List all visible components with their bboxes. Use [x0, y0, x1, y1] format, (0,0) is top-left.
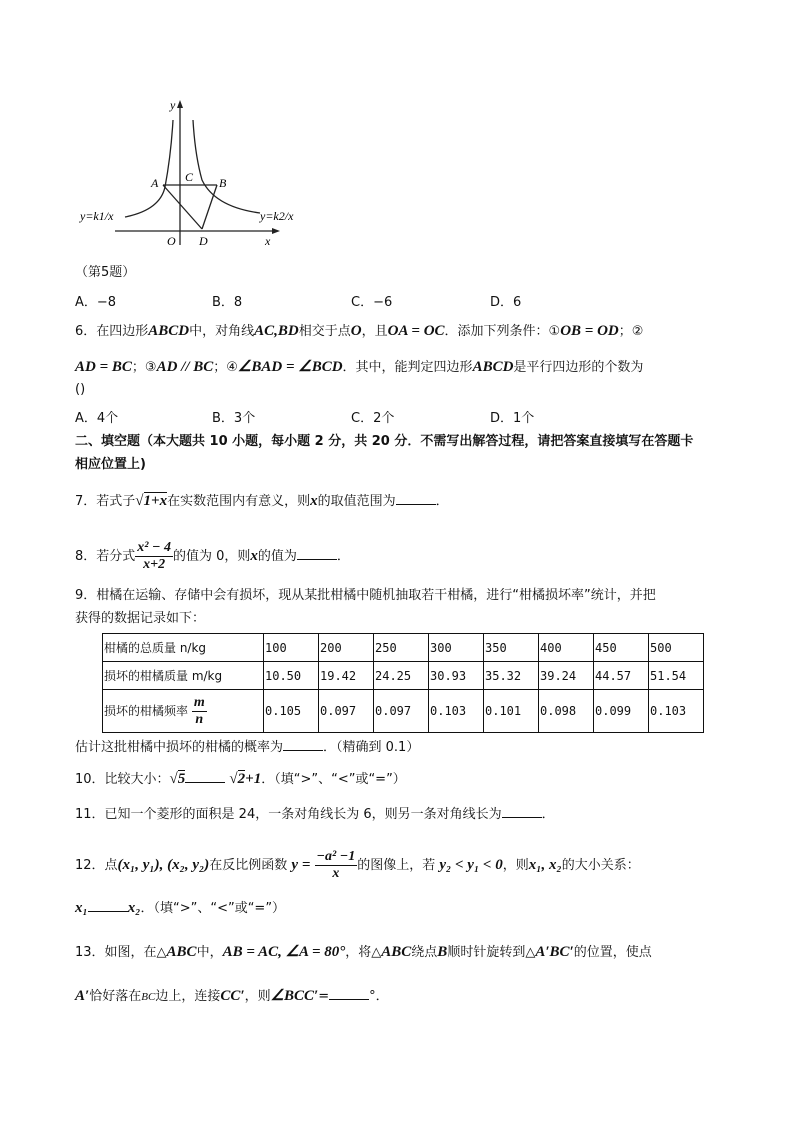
- q11: [75, 805, 555, 824]
- text: 10．比较大小：: [75, 772, 170, 787]
- cell: 0.103: [429, 690, 484, 733]
- text: ，且: [361, 324, 388, 339]
- cell: 500: [649, 634, 704, 662]
- cell: 19.42: [319, 662, 374, 690]
- text: 11．已知一个菱形的面积是 24，一条对角线长为 6，则另一条对角线长为: [75, 807, 502, 822]
- text: ；②: [618, 324, 644, 339]
- q9-estimate: [75, 738, 419, 757]
- text: 的位置，使点: [573, 945, 652, 960]
- right-curve-label: y=k2/x: [260, 209, 294, 223]
- cell: 35.32: [484, 662, 539, 690]
- text: 的取值范围为: [317, 494, 396, 509]
- table-row: [103, 690, 704, 733]
- radicand: 2: [237, 771, 246, 787]
- cell: 100: [264, 634, 319, 662]
- text: °．: [369, 989, 389, 1004]
- cell: 30.93: [429, 662, 484, 690]
- text: 8．若分式: [75, 549, 136, 564]
- text: 在反比例函数: [209, 858, 288, 873]
- q5-option-b: B．8: [212, 295, 243, 310]
- text: ．: [336, 549, 350, 564]
- text: 的大小关系：: [561, 858, 640, 873]
- cell: 0.097: [374, 690, 429, 733]
- q7: [75, 492, 449, 511]
- q9-line2: 获得的数据记录如下：: [75, 611, 206, 626]
- cell: 44.57: [594, 662, 649, 690]
- text: ．添加下列条件：①: [444, 324, 561, 339]
- q5-caption: （第5题）: [75, 265, 136, 280]
- q13-line2: [75, 987, 389, 1006]
- x-axis-label: x: [265, 234, 271, 248]
- math: BC: [141, 991, 156, 1003]
- cell: 450: [594, 634, 649, 662]
- row-header: [103, 690, 264, 733]
- math: x₂: [127, 900, 141, 916]
- text: ．（填“>”、“<”或“=”）: [261, 772, 406, 787]
- answer-blank: [297, 547, 337, 560]
- cell: 0.098: [539, 690, 594, 733]
- q9-line1: 9．柑橘在运输、存储中会有损坏，现从某批柑橘中随机抽取若干柑橘，进行“柑橘损坏率”统计，并把: [75, 588, 656, 603]
- cell: 250: [374, 634, 429, 662]
- point-d: D: [199, 234, 208, 248]
- sqrt-expression: √1+x: [135, 493, 168, 509]
- math: ABCD: [148, 323, 190, 339]
- point-a: A: [151, 176, 159, 190]
- text: 是平行四边形的个数为: [513, 360, 644, 375]
- fraction: [315, 849, 358, 882]
- numerator: m: [193, 694, 205, 710]
- cell: 300: [429, 634, 484, 662]
- q12-line2: [75, 899, 285, 918]
- denominator: x+2: [143, 557, 166, 572]
- text: ．（精确到 0.1）: [323, 740, 420, 755]
- math: ABC: [381, 944, 412, 960]
- text: ．（填“>”、“<”或“=”）: [140, 901, 286, 916]
- text: 7．若式子: [75, 494, 136, 509]
- math: ABCD: [472, 359, 514, 375]
- math: AD // BC: [156, 359, 214, 375]
- text: ，将△: [345, 945, 382, 960]
- text: 恰好落在: [89, 989, 142, 1004]
- text: 边上，连接: [155, 989, 221, 1004]
- row-label: 损坏的柑橘频率: [104, 703, 189, 718]
- text: 在实数范围内有意义，则: [167, 494, 311, 509]
- section2-heading: 二、填空题（本大题共 10 小题，每小题 2 分，共 20 分．不需写出解答过程，请把答案直接填写在答题卡: [75, 434, 694, 449]
- fraction: [135, 540, 173, 573]
- q6-paren: (): [75, 382, 86, 397]
- left-curve-label: y=k1/x: [80, 209, 114, 223]
- text: 的值为: [257, 549, 297, 564]
- point-b: B: [219, 176, 227, 190]
- math: x: [250, 548, 258, 564]
- fraction: [192, 695, 207, 728]
- cell: 200: [319, 634, 374, 662]
- text: ，则: [502, 858, 529, 873]
- q6-option-b: B．3个: [212, 411, 256, 426]
- text: ；③: [131, 360, 157, 375]
- math: AD = BC: [75, 359, 132, 375]
- math: OB = OD: [560, 323, 619, 339]
- text: 顺时针旋转到△: [447, 945, 536, 960]
- math: ∠BCC′: [270, 988, 319, 1004]
- answer-blank: [502, 805, 542, 818]
- section2-heading-cont: 相应位置上): [75, 457, 146, 472]
- q6-option-c: C．2个: [351, 411, 395, 426]
- cell: 400: [539, 634, 594, 662]
- q5-figure: [75, 95, 310, 250]
- text: 中，: [196, 945, 223, 960]
- denominator: n: [195, 711, 204, 727]
- text: 相交于点: [298, 324, 351, 339]
- answer-blank: [329, 987, 369, 1000]
- math: AC,BD: [254, 323, 299, 339]
- text: ．其中，能判定四边形: [342, 360, 473, 375]
- text: 中，对角线: [189, 324, 255, 339]
- row-header: 损坏的柑橘质量 m/kg: [103, 662, 264, 690]
- math: OA = OC: [387, 323, 445, 339]
- cell: 0.105: [264, 690, 319, 733]
- q8: [75, 540, 350, 573]
- radicand: 1+x: [143, 493, 168, 509]
- cell: 51.54: [649, 662, 704, 690]
- q6-line2: [75, 358, 643, 377]
- q6-option-a: A．4个: [75, 411, 119, 426]
- text: 的图像上，若: [357, 858, 436, 873]
- q6-option-d: D．1个: [490, 411, 535, 426]
- cell: 0.103: [649, 690, 704, 733]
- math: x: [310, 493, 318, 509]
- sqrt-2: √2: [229, 771, 246, 787]
- answer-blank: [283, 738, 323, 751]
- table-row: [103, 634, 704, 662]
- math: x₁: [75, 900, 88, 916]
- text: ；④: [213, 360, 238, 375]
- origin-label: O: [167, 234, 176, 248]
- math: B: [437, 944, 448, 960]
- math: CC′: [220, 988, 245, 1004]
- math: y =: [291, 857, 311, 873]
- text: ，则: [244, 989, 271, 1004]
- cell: 0.099: [594, 690, 649, 733]
- q12-line1: [75, 849, 640, 882]
- sqrt-5: √5: [169, 771, 186, 787]
- text: ．: [435, 494, 449, 509]
- q5-option-d: D．6: [490, 295, 522, 310]
- row-header: 柑橘的总质量 n/kg: [103, 634, 264, 662]
- cell: 39.24: [539, 662, 594, 690]
- text: 6．在四边形: [75, 324, 149, 339]
- q10: [75, 770, 406, 789]
- answer-blank: [396, 492, 436, 505]
- answer-blank: [88, 899, 128, 912]
- denominator: x: [332, 866, 340, 881]
- math: x₁, x₂: [528, 857, 562, 873]
- text: 绕点: [411, 945, 438, 960]
- math: A′: [75, 988, 90, 1004]
- q5-option-a: A．−8: [75, 295, 117, 310]
- text: 估计这批柑橘中损坏的柑橘的概率为: [75, 740, 284, 755]
- radicand: 5: [177, 771, 186, 787]
- text: 12．点: [75, 858, 118, 873]
- math: AB = AC, ∠A = 80°: [222, 944, 346, 960]
- table-row: [103, 662, 704, 690]
- math: ABC: [166, 944, 197, 960]
- text: 的值为 0，则: [172, 549, 251, 564]
- orange-data-table: [102, 633, 704, 733]
- math: (x₁, y₁), (x₂, y₂): [117, 857, 210, 873]
- math: A′BC′: [535, 944, 574, 960]
- numerator: −a² −1: [316, 849, 356, 864]
- text: ．: [541, 807, 555, 822]
- math: y₂ < y₁ < 0: [439, 857, 503, 873]
- text: 13．如图，在△: [75, 945, 167, 960]
- math: O: [350, 323, 362, 339]
- q6-line1: [75, 322, 643, 341]
- math: +1: [245, 771, 262, 787]
- y-axis-label: y: [170, 98, 176, 112]
- answer-blank: [185, 770, 225, 783]
- numerator: x² − 4: [137, 540, 171, 555]
- cell: 0.101: [484, 690, 539, 733]
- q13-line1: [75, 943, 652, 962]
- cell: 10.50: [264, 662, 319, 690]
- cell: 350: [484, 634, 539, 662]
- math: ∠BAD = ∠BCD: [237, 359, 343, 375]
- q5-option-c: C．−6: [351, 295, 393, 310]
- cell: 24.25: [374, 662, 429, 690]
- point-c: C: [185, 170, 194, 184]
- cell: 0.097: [319, 690, 374, 733]
- text: =: [318, 989, 330, 1004]
